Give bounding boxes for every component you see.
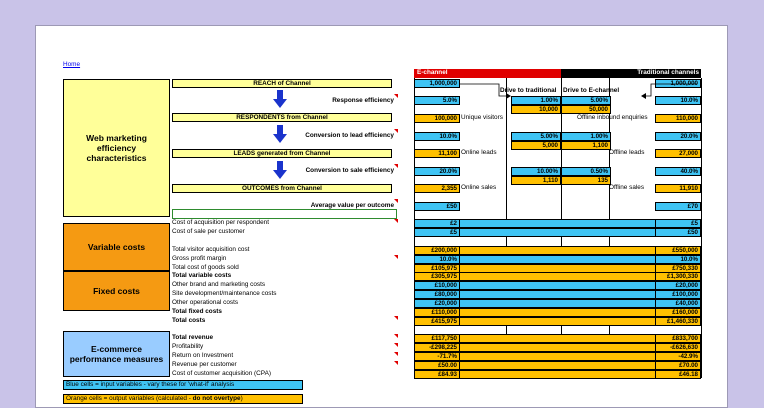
offline-inbound-label: Offline inbound enquiries <box>577 114 648 121</box>
outcomes-t-cell: 11,910 <box>655 184 701 193</box>
row-label: Total cost of goods sold <box>172 264 239 271</box>
row-band <box>460 308 655 317</box>
row-t-cell: £1,460,330 <box>655 317 701 326</box>
sale-m2-cell[interactable]: 0.50% <box>561 167 611 176</box>
sale-m1-count-cell: 1,110 <box>511 176 561 185</box>
row-band <box>460 255 655 264</box>
lead-m1-count-cell: 5,000 <box>511 141 561 150</box>
respondents-bar: RESPONDENTS from Channel <box>172 113 392 122</box>
row-e-cell: £305,975 <box>414 272 460 281</box>
lead-m2-cell[interactable]: 1.00% <box>561 132 611 141</box>
outcomes-bar: OUTCOMES from Channel <box>172 184 392 193</box>
cost-rows <box>36 26 728 408</box>
row-t-cell: £70.00 <box>655 361 701 370</box>
drive-traditional-pct-cell[interactable]: 1.00% <box>511 96 561 105</box>
row-band <box>460 343 655 352</box>
row-e-cell: £50.00 <box>414 361 460 370</box>
row-t-cell[interactable]: £5 <box>655 219 701 228</box>
e-channel-header: E-channel <box>414 69 561 78</box>
lead-e-cell[interactable]: 10.0% <box>414 132 460 141</box>
response-e-cell[interactable]: 5.0% <box>414 96 460 105</box>
row-label: Cost of acquisition per respondent <box>172 219 269 226</box>
row-t-cell: -£626,630 <box>655 343 701 352</box>
row-band <box>460 352 655 361</box>
row-t-cell: £550,000 <box>655 246 701 255</box>
row-label: Other brand and marketing costs <box>172 281 266 288</box>
row-t-cell: £46.18 <box>655 370 701 379</box>
leads-bar: LEADS generated from Channel <box>172 149 392 158</box>
row-t-cell: £1,300,330 <box>655 272 701 281</box>
offline-sales-label: Offline sales <box>609 184 645 191</box>
row-t-cell[interactable]: £50 <box>655 228 701 237</box>
row-label: Cost of customer acquisition (CPA) <box>172 370 271 377</box>
row-e-cell: £200,000 <box>414 246 460 255</box>
row-t-cell[interactable]: £40,000 <box>655 299 701 308</box>
row-t-cell: £750,330 <box>655 264 701 273</box>
row-band <box>460 299 655 308</box>
row-band <box>460 272 655 281</box>
row-label: Total variable costs <box>172 272 232 279</box>
online-leads-label: Online leads <box>461 149 497 156</box>
row-band <box>460 370 655 379</box>
response-t-cell[interactable]: 10.0% <box>655 96 701 105</box>
average-value-label: Average value per outcome <box>310 202 394 209</box>
section-fixed-costs: Fixed costs <box>63 271 170 311</box>
legend-blue: Blue cells = input variables - vary these for 'what-if' analysis <box>63 380 303 390</box>
conversion-sale-label: Conversion to sale efficiency <box>305 167 394 174</box>
row-band <box>460 219 655 228</box>
row-e-cell[interactable]: £2 <box>414 219 460 228</box>
traditional-channels-header: Traditional channels <box>561 69 701 78</box>
offline-leads-label: Offline leads <box>609 149 645 156</box>
row-label: Total visitor acquisition cost <box>172 246 250 253</box>
outcomes-e-cell: 2,355 <box>414 184 460 193</box>
row-e-cell: -71.7% <box>414 352 460 361</box>
row-e-cell[interactable]: 10.0% <box>414 255 460 264</box>
reach-bar: REACH of Channel <box>172 79 392 88</box>
row-label: Gross profit margin <box>172 255 227 262</box>
sale-e-cell[interactable]: 20.0% <box>414 167 460 176</box>
row-label: Total revenue <box>172 334 214 341</box>
online-sales-label: Online sales <box>461 184 497 191</box>
conversion-lead-label: Conversion to lead efficiency <box>305 132 394 139</box>
leads-e-cell: 11,100 <box>414 149 460 158</box>
drive-to-echannel-label: Drive to E-channel <box>563 87 620 94</box>
section-ecommerce: E-commerce performance measures <box>63 331 170 377</box>
row-band <box>460 361 655 370</box>
row-label: Profitability <box>172 343 204 350</box>
sale-t-cell[interactable]: 40.0% <box>655 167 701 176</box>
row-e-cell: -£298,225 <box>414 343 460 352</box>
row-label: Site development/maintenance costs <box>172 290 277 297</box>
row-e-cell: £415,975 <box>414 317 460 326</box>
drive-traditional-count-cell: 10,000 <box>511 105 561 114</box>
row-t-cell: -42.9% <box>655 352 701 361</box>
row-label: Return on Investment <box>172 352 234 359</box>
row-t-cell[interactable]: £100,000 <box>655 290 701 299</box>
legend-orange: Orange cells = output variables (calculated - do not overtype) <box>63 394 303 404</box>
row-t-cell[interactable]: £20,000 <box>655 281 701 290</box>
row-e-cell[interactable]: £20,000 <box>414 299 460 308</box>
lead-t-cell[interactable]: 20.0% <box>655 132 701 141</box>
drive-echannel-pct-cell[interactable]: 5.00% <box>561 96 611 105</box>
avg-e-cell[interactable]: £50 <box>414 202 460 211</box>
row-band <box>460 317 655 326</box>
respondents-e-cell: 100,000 <box>414 114 460 123</box>
section-variable-costs: Variable costs <box>63 223 170 271</box>
sale-m2-count-cell: 135 <box>561 176 611 185</box>
section-web-marketing: Web marketing efficiency characteristics <box>63 79 170 217</box>
unique-visitors-label: Unique visitors <box>461 114 503 121</box>
sale-m1-cell[interactable]: 10.00% <box>511 167 561 176</box>
row-e-cell: £84.93 <box>414 370 460 379</box>
row-label: Cost of sale per customer <box>172 228 245 235</box>
response-efficiency-label: Response efficiency <box>332 97 394 104</box>
row-band <box>460 334 655 343</box>
row-band <box>460 281 655 290</box>
row-label: Total costs <box>172 317 206 324</box>
home-link[interactable]: Home <box>63 61 81 68</box>
row-t-cell: £833,700 <box>655 334 701 343</box>
row-band <box>460 290 655 299</box>
lead-m2-count-cell: 1,100 <box>561 141 611 150</box>
row-band <box>460 246 655 255</box>
row-e-cell: £117,750 <box>414 334 460 343</box>
row-label: Other operational costs <box>172 299 239 306</box>
row-t-cell: £160,000 <box>655 308 701 317</box>
row-e-cell: £110,000 <box>414 308 460 317</box>
row-e-cell[interactable]: £10,000 <box>414 281 460 290</box>
respondents-t-cell: 110,000 <box>655 114 701 123</box>
avg-t-cell[interactable]: £70 <box>655 202 701 211</box>
drive-echannel-count-cell: 50,000 <box>561 105 611 114</box>
reach-t-cell[interactable]: 1,000,000 <box>655 79 701 88</box>
drive-to-traditional-label: Drive to traditional <box>500 87 557 94</box>
row-band <box>460 228 655 237</box>
row-label: Revenue per customer <box>172 361 237 368</box>
leads-t-cell: 27,000 <box>655 149 701 158</box>
lead-m1-cell[interactable]: 5.00% <box>511 132 561 141</box>
row-e-cell: £105,975 <box>414 264 460 273</box>
row-t-cell[interactable]: 10.0% <box>655 255 701 264</box>
row-e-cell[interactable]: £80,000 <box>414 290 460 299</box>
row-e-cell[interactable]: £5 <box>414 228 460 237</box>
spreadsheet-window <box>35 25 728 408</box>
reach-e-cell[interactable]: 1,000,000 <box>414 79 460 88</box>
row-label: Total fixed costs <box>172 308 222 315</box>
